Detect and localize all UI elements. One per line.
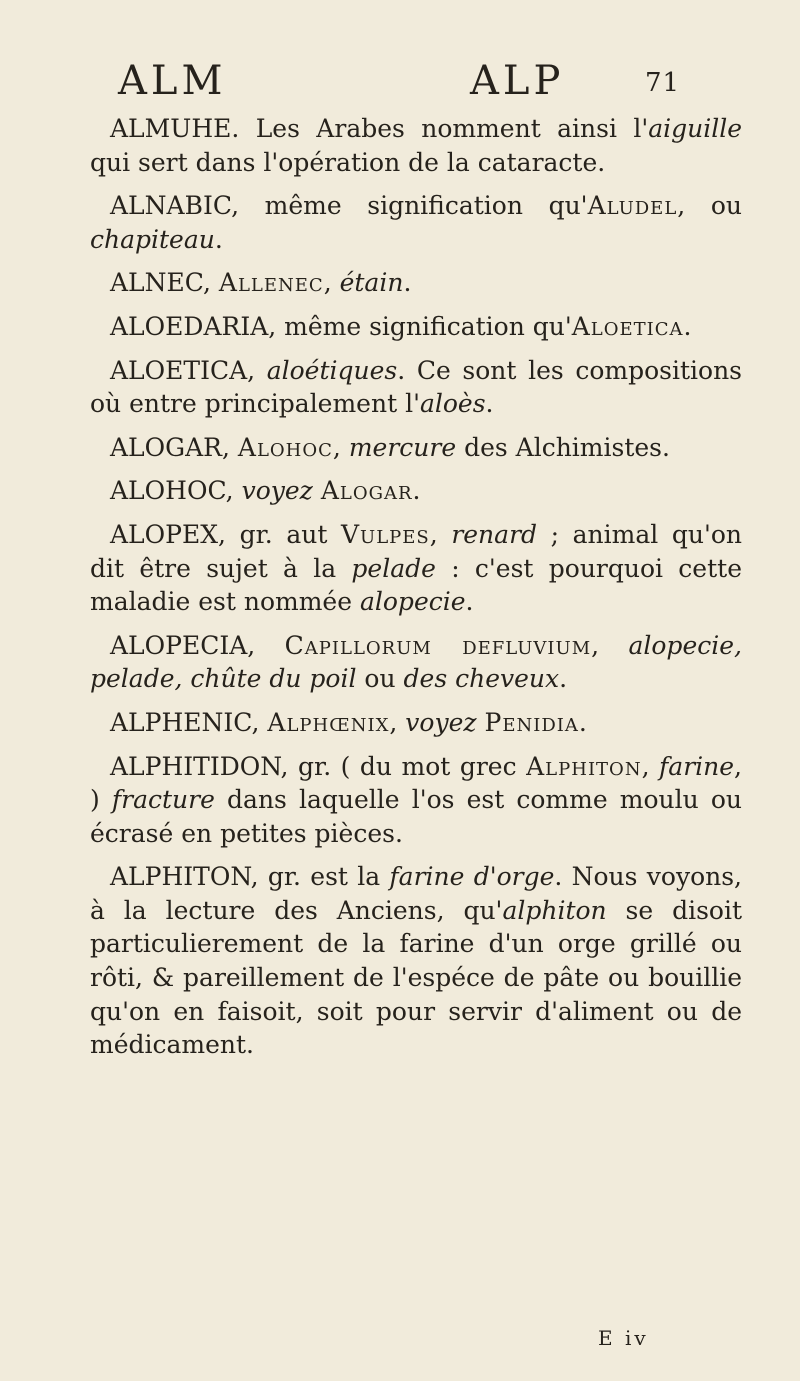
italic-text: fracture (111, 785, 215, 815)
entry-text: . Ce sont les compositions où entre principalement l' (90, 355, 743, 419)
header-right: ALP (470, 58, 565, 104)
page-number: 71 (645, 68, 681, 98)
entry-text: ; animal qu'on dit être sujet à la (90, 519, 742, 583)
entry-text: , ) (90, 751, 742, 815)
signature-mark: E iv (598, 1326, 649, 1350)
dictionary-entry (90, 310, 742, 344)
italic-text: étain (339, 268, 404, 298)
small-caps-text: Aludel (587, 191, 678, 221)
dictionary-entry (90, 112, 742, 179)
small-caps-text: Alogar (320, 476, 413, 506)
entry-text: . (214, 224, 223, 254)
dictionary-entry (90, 266, 742, 300)
dictionary-entry (90, 860, 742, 1062)
entry-text: , ou (677, 191, 742, 221)
italic-text: alopecie (359, 587, 466, 617)
entry-text: ALPHITIDON, gr. ( du mot grec (110, 751, 527, 781)
dictionary-entry (90, 706, 742, 740)
entry-text: . (412, 476, 421, 506)
entry-text: : c'est pourquoi cette maladie est nommée (90, 553, 742, 617)
entry-text: , (389, 707, 406, 737)
italic-text: chapiteau (90, 224, 215, 254)
italic-text: pelade (351, 553, 436, 583)
entry-text (313, 476, 321, 505)
italic-text: aloétiques (266, 355, 398, 385)
small-caps-text: Aloetica (571, 311, 684, 341)
entry-text: ALOETICA, (110, 355, 267, 385)
italic-text: farine d'orge (389, 862, 555, 892)
italic-text: voyez (405, 707, 477, 737)
entry-text: ou (356, 664, 404, 694)
entry-text: ALOHOC, (110, 476, 242, 506)
entry-text: . (465, 587, 474, 617)
italic-text: mercure (348, 432, 457, 462)
entry-text: ALPHITON, gr. est la (110, 862, 390, 892)
running-header (0, 58, 800, 108)
dictionary-entry (90, 750, 742, 851)
header-left: ALM (118, 58, 227, 104)
entry-text: , (641, 751, 660, 781)
entry-text: , (429, 519, 452, 549)
small-caps-text: Capillorum defluvium (284, 630, 592, 660)
entry-text: ALNEC, (110, 268, 219, 298)
entry-text: . (559, 664, 568, 694)
dictionary-entry (90, 474, 742, 508)
entry-text: ALOPEX, gr. aut (110, 519, 341, 549)
italic-text: des cheveux (403, 664, 560, 694)
small-caps-text: Penidia (484, 707, 579, 737)
italic-text: voyez (241, 476, 313, 506)
entry-text: ALMUHE. Les Arabes nomment ainsi l' (110, 114, 649, 143)
dictionary-entry (90, 354, 742, 421)
entry-text: qui sert dans l'opération de la cataracte. (90, 147, 606, 177)
dictionary-entry (90, 518, 742, 619)
italic-text: aloès (419, 389, 486, 419)
dictionary-body (90, 112, 742, 1072)
entry-text: ALOPECIA, (110, 630, 285, 660)
entry-text: . (683, 311, 692, 341)
entry-text: dans laquelle l'os est comme moulu ou écrasé en petites pièces. (90, 785, 743, 848)
entry-text: ALPHENIC, (110, 707, 268, 737)
entry-text (477, 708, 485, 737)
entry-text: des Alchimistes. (456, 432, 670, 462)
entry-text: se disoit particulierement de la farine d'un orge grillé ou rôti, & pareillement de l'espéce de pâte ou bouillie qu'on en faisoit, soit pour servir d'aliment ou de médicament. (90, 895, 742, 1060)
italic-text: farine (659, 751, 735, 781)
italic-text: alopecie, pelade, chûte du poil (90, 630, 742, 694)
entry-text: , (323, 268, 340, 298)
small-caps-text: Alphiton (526, 751, 642, 781)
italic-text: aiguille (648, 114, 742, 143)
italic-text: renard (451, 519, 538, 549)
entry-text: , (591, 630, 629, 660)
small-caps-text: Allenec (218, 268, 324, 298)
small-caps-text: Vulpes (340, 519, 430, 549)
dictionary-entry (90, 629, 742, 696)
entry-text: ALOGAR, (110, 432, 238, 462)
small-caps-text: Alohoc (237, 432, 333, 462)
entry-text: . (485, 389, 494, 419)
dictionary-entry (90, 189, 742, 256)
italic-text: alphiton (502, 895, 607, 925)
small-caps-text: Alphœnix (267, 707, 390, 737)
entry-text: ALNABIC, même signification qu' (110, 191, 588, 221)
dictionary-entry (90, 431, 742, 465)
entry-text: , (332, 432, 349, 462)
entry-text: . Nous voyons, à la lecture des Anciens, qu' (90, 862, 742, 925)
entry-text: ALOEDARIA, même signification qu' (110, 311, 572, 341)
entry-text: . (403, 268, 412, 298)
entry-text: . (578, 707, 587, 737)
